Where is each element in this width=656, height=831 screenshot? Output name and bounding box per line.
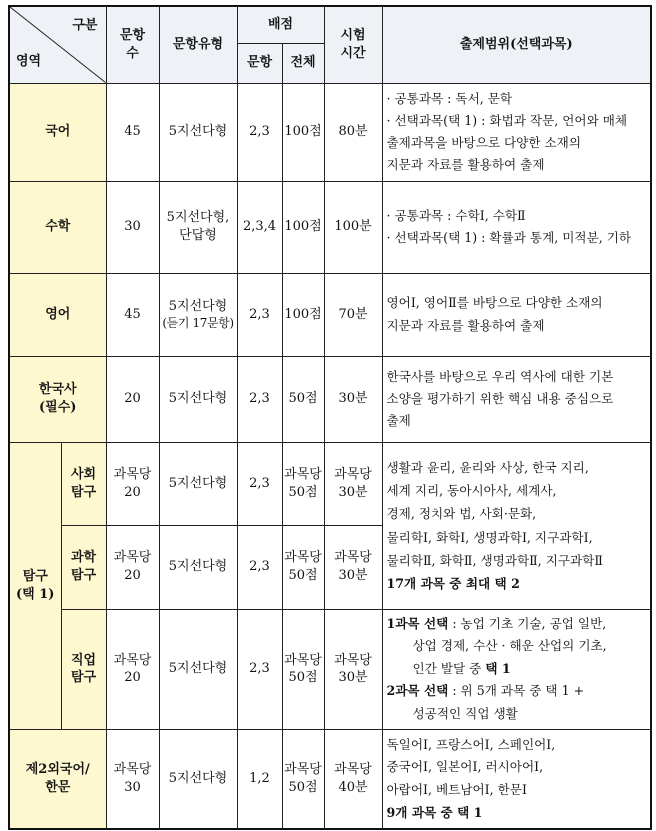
history-type: 5지선다형 xyxy=(159,356,237,442)
area-inquiry: 탐구 (택 1) xyxy=(9,442,61,729)
math-type: 5지선다형, 단답형 xyxy=(159,181,237,273)
foreign-count: 과목당 30 xyxy=(106,729,159,829)
table-row xyxy=(9,83,651,181)
history-time: 30분 xyxy=(324,356,382,442)
english-time: 70분 xyxy=(324,273,382,356)
science-type: 5지선다형 xyxy=(159,525,237,609)
vocational-range: 1과목 선택 : 농업 기초 기술, 공업 일반, 상업 경제, 수산 · 해운 산업의 기초, 인간 발달 중 택 1 2과목 선택 : 위 5개 과목 중 택 1 + 성공적인 직업 생활 xyxy=(382,609,651,729)
social-science-range: 생활과 윤리, 윤리와 사상, 한국 지리, 세계 지리, 동아시아사, 세계사, 경제, 정치와 법, 사회·문화, 물리학Ⅰ, 화학Ⅰ, 생명과학Ⅰ, 지구과학Ⅰ, 물리학Ⅱ, 화학Ⅱ, 생명과학Ⅱ, 지구과학Ⅱ 17개 과목 중 최대 택 2 xyxy=(382,442,651,609)
vocational-count: 과목당 20 xyxy=(106,609,159,729)
area-foreign: 제2외국어/ 한문 xyxy=(9,729,106,829)
sub-science: 과학 탐구 xyxy=(61,525,106,609)
english-count: 45 xyxy=(106,273,159,356)
math-total-score: 100점 xyxy=(282,181,324,273)
area-korean: 국어 xyxy=(9,83,106,181)
history-item-score: 2,3 xyxy=(237,356,282,442)
history-total-score: 50점 xyxy=(282,356,324,442)
header-score-item: 문항 xyxy=(237,43,282,83)
science-count: 과목당 20 xyxy=(106,525,159,609)
foreign-range: 독일어Ⅰ, 프랑스어Ⅰ, 스페인어Ⅰ, 중국어Ⅰ, 일본어Ⅰ, 러시아어Ⅰ, 아랍어Ⅰ, 베트남어Ⅰ, 한문Ⅰ 9개 과목 중 택 1 xyxy=(382,729,651,829)
korean-item-score: 2,3 xyxy=(237,83,282,181)
social-type: 5지선다형 xyxy=(159,442,237,525)
foreign-total-score: 과목당 50점 xyxy=(282,729,324,829)
vocational-time: 과목당 30분 xyxy=(324,609,382,729)
area-english: 영어 xyxy=(9,273,106,356)
history-count: 20 xyxy=(106,356,159,442)
vocational-item-score: 2,3 xyxy=(237,609,282,729)
vocational-type: 5지선다형 xyxy=(159,609,237,729)
social-total-score: 과목당 50점 xyxy=(282,442,324,525)
table-row xyxy=(9,442,651,525)
header-count: 문항수 xyxy=(106,6,159,83)
header-category-label: 구분 xyxy=(72,18,98,33)
english-total-score: 100점 xyxy=(282,273,324,356)
korean-count: 45 xyxy=(106,83,159,181)
table-row xyxy=(9,729,651,829)
korean-time: 80분 xyxy=(324,83,382,181)
header-type: 문항유형 xyxy=(159,6,237,83)
area-history: 한국사 (필수) xyxy=(9,356,106,442)
header-range: 출제범위(선택과목) xyxy=(382,6,651,83)
social-count: 과목당 20 xyxy=(106,442,159,525)
sub-vocational: 직업 탐구 xyxy=(61,609,106,729)
math-item-score: 2,3,4 xyxy=(237,181,282,273)
math-count: 30 xyxy=(106,181,159,273)
sub-social: 사회 탐구 xyxy=(61,442,106,525)
math-time: 100분 xyxy=(324,181,382,273)
table-row xyxy=(9,609,651,729)
english-range: 영어Ⅰ, 영어Ⅱ를 바탕으로 다양한 소재의 지문과 자료를 활용하여 출제 xyxy=(382,273,651,356)
header-area-label: 영역 xyxy=(16,53,42,69)
science-item-score: 2,3 xyxy=(237,525,282,609)
social-time: 과목당 30분 xyxy=(324,442,382,525)
exam-structure-table xyxy=(8,5,652,830)
header-score: 배점 xyxy=(237,6,324,43)
korean-range: · 공통과목 : 독서, 문학 · 선택과목(택 1) : 화법과 작문, 언어와 매체 출제과목을 바탕으로 다양한 소재의 지문과 자료를 활용하여 출제 xyxy=(382,83,651,181)
science-total-score: 과목당 50점 xyxy=(282,525,324,609)
vocational-total-score: 과목당 50점 xyxy=(282,609,324,729)
foreign-item-score: 1,2 xyxy=(237,729,282,829)
header-score-total: 전체 xyxy=(282,43,324,83)
header-diagonal-cell xyxy=(9,6,106,83)
english-item-score: 2,3 xyxy=(237,273,282,356)
header-time: 시험시간 xyxy=(324,6,382,83)
foreign-type: 5지선다형 xyxy=(159,729,237,829)
social-item-score: 2,3 xyxy=(237,442,282,525)
foreign-time: 과목당 40분 xyxy=(324,729,382,829)
korean-type: 5지선다형 xyxy=(159,83,237,181)
english-type: 5지선다형 (듣기 17문항) xyxy=(159,273,237,356)
korean-total-score: 100점 xyxy=(282,83,324,181)
table-row xyxy=(9,273,651,356)
table-row xyxy=(9,356,651,442)
history-range: 한국사를 바탕으로 우리 역사에 대한 기본 소양을 평가하기 위한 핵심 내용 중심으로 출제 xyxy=(382,356,651,442)
science-time: 과목당 30분 xyxy=(324,525,382,609)
math-range: · 공통과목 : 수학Ⅰ, 수학Ⅱ · 선택과목(택 1) : 확률과 통계, 미적분, 기하 xyxy=(382,181,651,273)
table-row xyxy=(9,181,651,273)
area-math: 수학 xyxy=(9,181,106,273)
